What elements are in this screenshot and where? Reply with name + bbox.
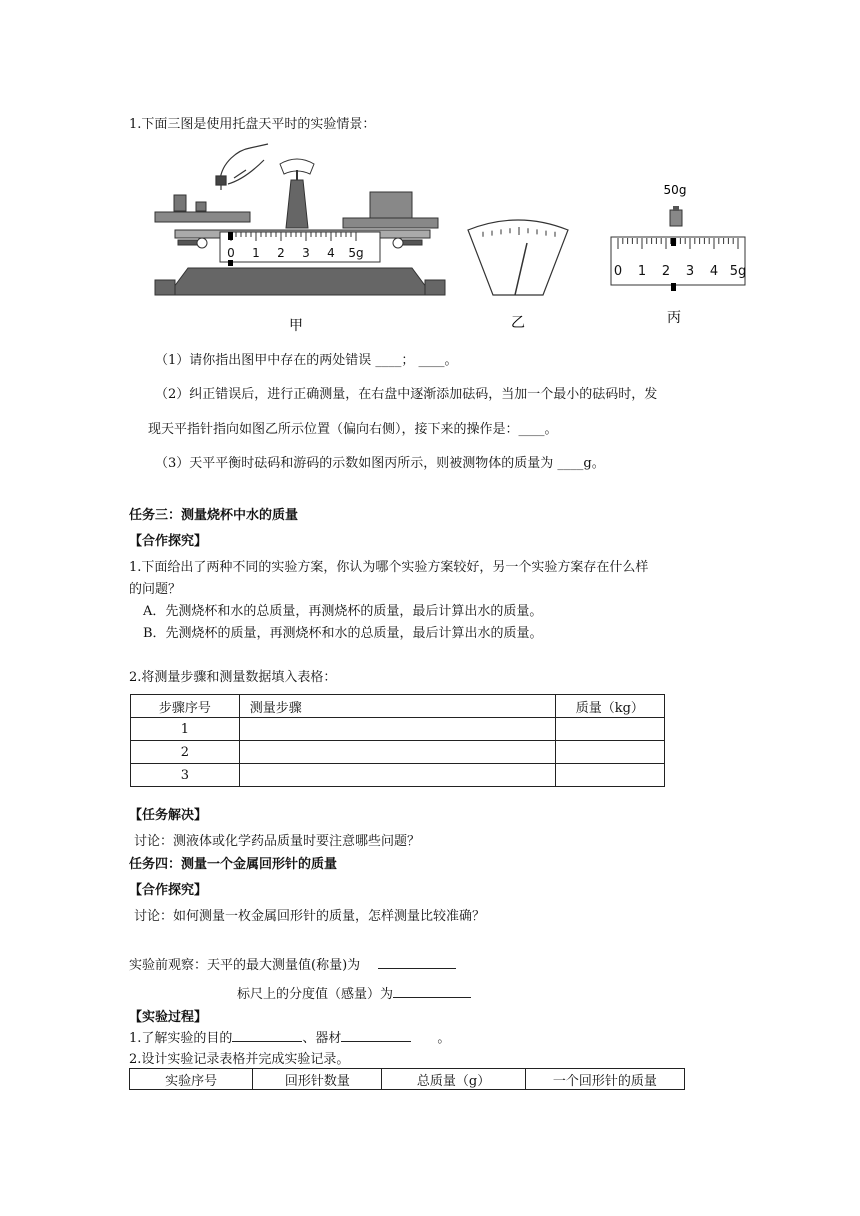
table-row bbox=[131, 764, 665, 787]
header-clip-count: 回形针数量 bbox=[253, 1069, 382, 1090]
step-cell[interactable] bbox=[239, 718, 555, 741]
step-number: 3 bbox=[131, 764, 240, 787]
task3-option-b: B．先测烧杯的质量，再测烧杯和水的总质量，最后计算出水的质量。 bbox=[143, 626, 543, 641]
header-step: 测量步骤 bbox=[239, 695, 555, 718]
q1-part2-line2: 现天平指针指向如图乙所示位置（偏向右侧），接下来的操作是：____。 bbox=[148, 422, 558, 437]
scale-tick-label: 1 bbox=[252, 246, 260, 260]
table-header-row bbox=[131, 695, 665, 718]
q1-part1: （1）请你指出图甲中存在的两处错误 ____； ____。 bbox=[155, 353, 458, 368]
left-pan bbox=[155, 212, 250, 222]
left-pan-weight-large bbox=[174, 195, 186, 211]
task3-q2: 2.将测量步骤和测量数据填入表格： bbox=[129, 670, 337, 685]
right-pan bbox=[343, 218, 438, 228]
scale-tick-label: 4 bbox=[327, 246, 335, 260]
task4-observe-max bbox=[129, 954, 456, 973]
q1-part3: （3）天平平衡时砝码和游码的示数如图丙所示，则被测物体的质量为 ____g。 bbox=[155, 456, 605, 471]
task4-observe-division bbox=[237, 983, 471, 1002]
figure-yi-pointer-dial bbox=[463, 215, 573, 335]
figure-jia-balance bbox=[150, 140, 450, 345]
task4-step1 bbox=[129, 1027, 450, 1046]
label-yi: 乙 bbox=[511, 315, 525, 331]
q1-part2-line1: （2）纠正错误后，进行正确测量，在右盘中逐渐添加砝码，当加一个最小的砝码时，发 bbox=[155, 387, 658, 402]
task4-coop-heading: 【合作探究】 bbox=[129, 883, 208, 898]
step1-period: 。 bbox=[437, 1031, 451, 1046]
scale-tick-label: 0 bbox=[613, 264, 623, 279]
balance-nut-left bbox=[178, 238, 207, 248]
step-cell[interactable] bbox=[239, 764, 555, 787]
scale-tick-label: 1 bbox=[637, 264, 647, 279]
step-cell[interactable] bbox=[239, 741, 555, 764]
hand-icon bbox=[216, 144, 268, 190]
scale-tick-label: 4 bbox=[709, 264, 719, 279]
table-row bbox=[131, 718, 665, 741]
task4-title: 任务四：测量一个金属回形针的质量 bbox=[129, 857, 338, 872]
scale-tick-label: 2 bbox=[277, 246, 285, 260]
observe-division-label: 标尺上的分度值（感量）为 bbox=[237, 987, 394, 1002]
step-number: 1 bbox=[131, 718, 240, 741]
balance-base bbox=[168, 268, 432, 295]
header-total-mass: 总质量（g） bbox=[382, 1069, 525, 1090]
scale-tick-label: 5g bbox=[348, 246, 364, 260]
equipment-blank[interactable] bbox=[341, 1041, 411, 1042]
max-capacity-blank[interactable] bbox=[378, 968, 456, 969]
scale-tick-label: 0 bbox=[227, 246, 235, 260]
task3-q1-line2: 的问题？ bbox=[129, 582, 182, 597]
figure-bing-scale bbox=[606, 180, 746, 330]
header-single-mass: 一个回形针的质量 bbox=[525, 1069, 684, 1090]
scale-tick-label: 3 bbox=[685, 264, 695, 279]
step-number: 2 bbox=[131, 741, 240, 764]
rider-mark bbox=[671, 283, 676, 291]
task4-step2: 2.设计实验记录表格并完成实验记录。 bbox=[129, 1052, 350, 1067]
task3-resolve-heading: 【任务解决】 bbox=[129, 808, 208, 823]
object-on-right-pan bbox=[370, 192, 412, 218]
division-value-blank[interactable] bbox=[393, 997, 471, 998]
step1-purpose-label: 1.了解实验的目的 bbox=[129, 1031, 233, 1046]
purpose-blank[interactable] bbox=[232, 1041, 302, 1042]
mass-cell[interactable] bbox=[555, 741, 664, 764]
label-jia: 甲 bbox=[289, 318, 303, 334]
header-step-no: 步骤序号 bbox=[131, 695, 240, 718]
rider bbox=[671, 238, 676, 246]
mass-cell[interactable] bbox=[555, 764, 664, 787]
step1-equipment-label: 、器材 bbox=[302, 1031, 342, 1046]
task3-discussion: 讨论：测液体或化学药品质量时要注意哪些问题？ bbox=[134, 834, 421, 849]
observe-max-label: 实验前观察：天平的最大测量值(称量)为 bbox=[129, 958, 361, 973]
scale-tick-label: 5g bbox=[729, 264, 746, 279]
task3-step-table bbox=[130, 694, 665, 787]
task4-process-heading: 【实验过程】 bbox=[129, 1010, 208, 1025]
task3-title: 任务三：测量烧杯中水的质量 bbox=[129, 508, 299, 523]
pointer-head bbox=[280, 159, 314, 228]
balance-nut-right bbox=[393, 238, 422, 248]
task4-record-table bbox=[129, 1068, 685, 1090]
q1-intro: 1.下面三图是使用托盘天平时的实验情景： bbox=[129, 117, 376, 132]
task3-coop-heading: 【合作探究】 bbox=[129, 534, 208, 549]
header-exp-no: 实验序号 bbox=[130, 1069, 253, 1090]
header-mass: 质量（kg） bbox=[555, 695, 664, 718]
rider-mark bbox=[228, 260, 233, 266]
label-bing: 丙 bbox=[667, 310, 681, 326]
task4-discussion: 讨论：如何测量一枚金属回形针的质量，怎样测量比较准确？ bbox=[134, 909, 486, 924]
weight-label: 50g bbox=[663, 183, 687, 197]
task3-option-a: A．先测烧杯和水的总质量，再测烧杯的质量，最后计算出水的质量。 bbox=[143, 604, 543, 619]
rider bbox=[228, 232, 233, 240]
scale-tick-label: 3 bbox=[302, 246, 310, 260]
rider-scale bbox=[611, 237, 745, 285]
left-pan-weight-small bbox=[196, 202, 206, 211]
weight-50g bbox=[670, 210, 682, 226]
scale-tick-label: 2 bbox=[661, 264, 671, 279]
table-header-row bbox=[130, 1069, 685, 1090]
task3-q1-line1: 1.下面给出了两种不同的实验方案，你认为哪个实验方案较好，另一个实验方案存在什么样 bbox=[129, 560, 649, 575]
mass-cell[interactable] bbox=[555, 718, 664, 741]
table-row bbox=[131, 741, 665, 764]
